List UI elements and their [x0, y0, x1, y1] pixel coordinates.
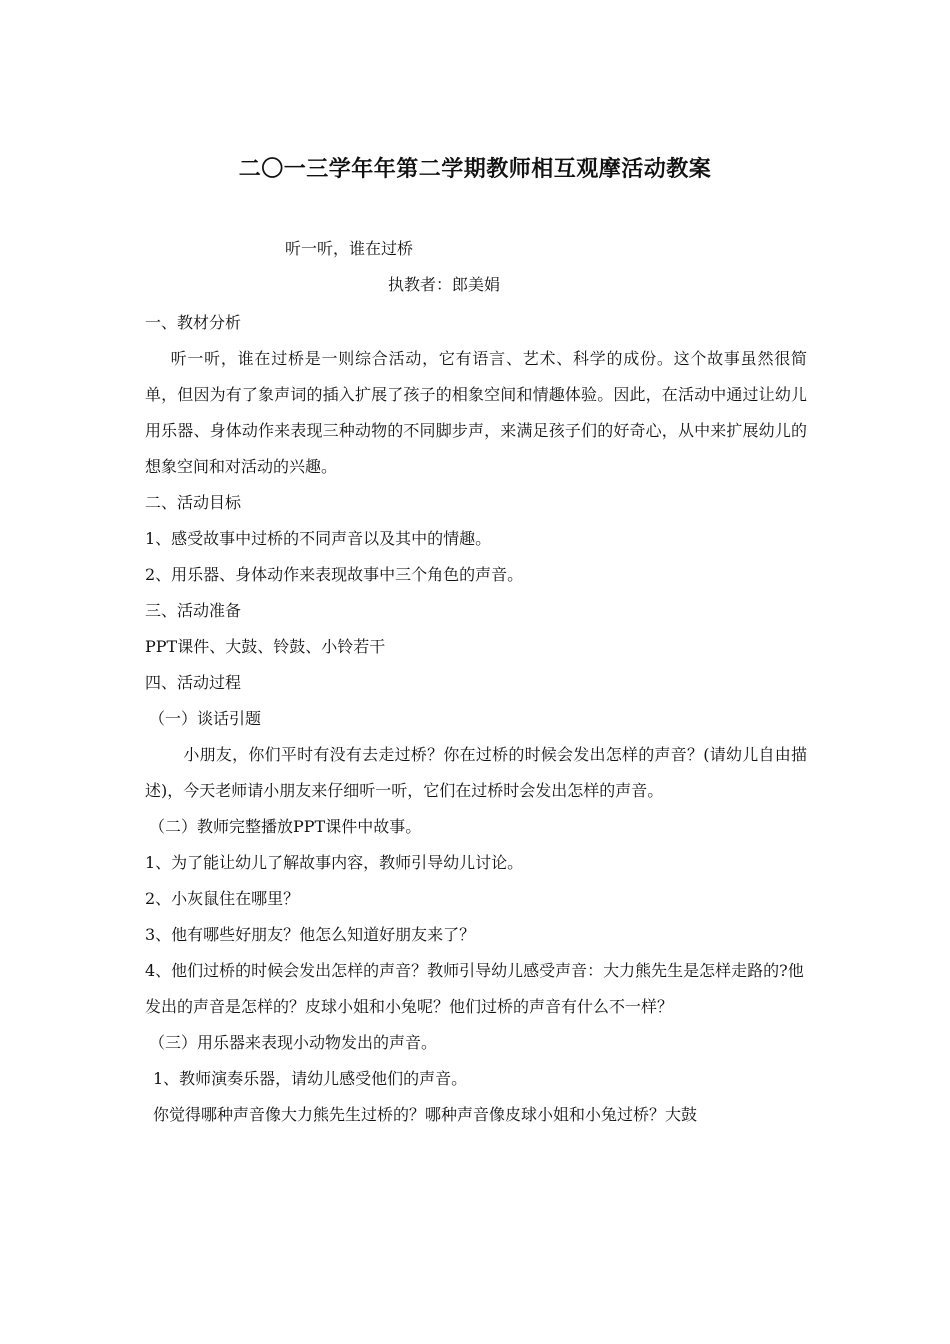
process-step-3-heading: （三）用乐器来表现小动物发出的声音。: [149, 1033, 438, 1052]
process-step-2-item-3: 3、他有哪些好朋友？他怎么知道好朋友来了？: [145, 925, 476, 944]
section-heading-process: 四、活动过程: [145, 673, 242, 692]
author-line: 执教者：郎美娟: [388, 275, 501, 294]
section-heading-preparation: 三、活动准备: [145, 601, 242, 620]
preparation-materials: PPT课件、大鼓、铃鼓、小铃若干: [145, 637, 386, 656]
process-step-1-heading: （一）谈话引题: [149, 709, 262, 728]
document-body: [145, 305, 807, 1133]
goal-item-2: 2、用乐器、身体动作来表现故事中三个角色的声音。: [145, 565, 524, 584]
process-step-2-item-1: 1、为了能让幼儿了解故事内容，教师引导幼儿讨论。: [145, 853, 524, 872]
process-step-3-item-1: 1、教师演奏乐器，请幼儿感受他们的声音。: [153, 1069, 468, 1088]
page-title: 二〇一三学年年第二学期教师相互观摩活动教案: [238, 157, 712, 182]
lesson-title: 听一听，谁在过桥: [285, 239, 414, 258]
section-heading-analysis: 一、教材分析: [145, 313, 242, 332]
process-step-3-question: 你觉得哪种声音像大力熊先生过桥的？哪种声音像皮球小姐和小兔过桥？大鼓: [153, 1105, 698, 1124]
process-step-2-item-2: 2、小灰鼠住在哪里？: [145, 889, 300, 908]
analysis-paragraph: 听一听，谁在过桥是一则综合活动，它有语言、艺术、科学的成份。这个故事虽然很简单，但因为有了象声词的插入扩展了孩子的相象空间和情趣体验。因此，在活动中通过让幼儿用乐器、身体动作来表现三种动物的不同脚步声，来满足孩子们的好奇心，从中来扩展幼儿的想象空间和对活动的兴趣。: [145, 349, 807, 476]
goal-item-1: 1、感受故事中过桥的不同声音以及其中的情趣。: [145, 529, 492, 548]
section-heading-goals: 二、活动目标: [145, 493, 242, 512]
process-step-2-heading: （二）教师完整播放PPT课件中故事。: [149, 817, 422, 836]
process-step-1-paragraph: 小朋友，你们平时有没有去走过桥？你在过桥的时候会发出怎样的声音？(请幼儿自由描述)，今天老师请小朋友来仔细听一听，它们在过桥时会发出怎样的声音。: [145, 745, 807, 800]
process-step-2-item-4: 4、他们过桥的时候会发出怎样的声音？教师引导幼儿感受声音：大力熊先生是怎样走路的?他发出的声音是怎样的？皮球小姐和小兔呢？他们过桥的声音有什么不一样？: [145, 961, 804, 1016]
